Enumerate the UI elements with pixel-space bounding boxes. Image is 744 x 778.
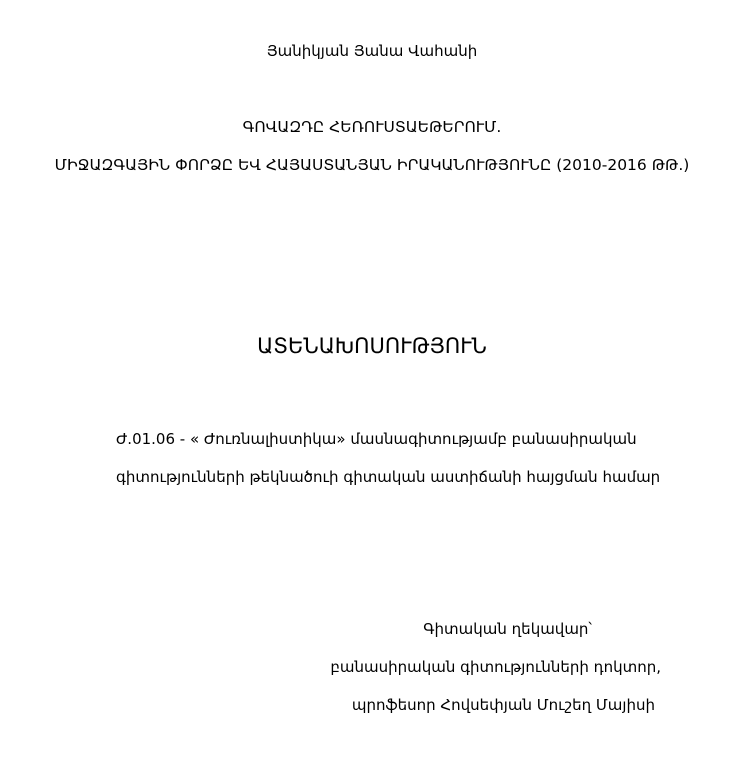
supervisor-label: Գիտական ղեկավար՝ [423,620,592,638]
document-type-heading: ԱՏԵՆԱԽՈՍՈՒԹՅՈՒՆ [257,334,487,358]
supervisor-name: պրոֆեսոր Հովսեփյան Մուշեղ Մայիսի [351,696,655,714]
specialty-line-2: գիտությունների թեկնածուի գիտական աստիճանի հայցման համար [116,468,661,486]
thesis-title-line-1: ԳՈՎԱԶԴԸ ՀԵՌՈՒՍՏԱԵԹԵՐՈՒՄ. [242,118,502,136]
specialty-line-1: Ժ.01.06 - « Ժուռնալիստիկա» մասնագիտությամբ բանասիրական [116,430,637,448]
thesis-title-line-2: ՄԻՋԱԶԳԱՅԻՆ ՓՈՐՁԸ ԵՎ ՀԱՅԱՍՏԱՆՅԱՆ ԻՐԱԿԱՆՈՒԹՅՈՒՆԸ (2010-2016 ԹԹ.) [54,156,690,174]
author-name: Յանիկյան Յանա Վահանի [266,42,478,60]
supervisor-degree: բանասիրական գիտությունների դոկտոր, [330,658,661,676]
